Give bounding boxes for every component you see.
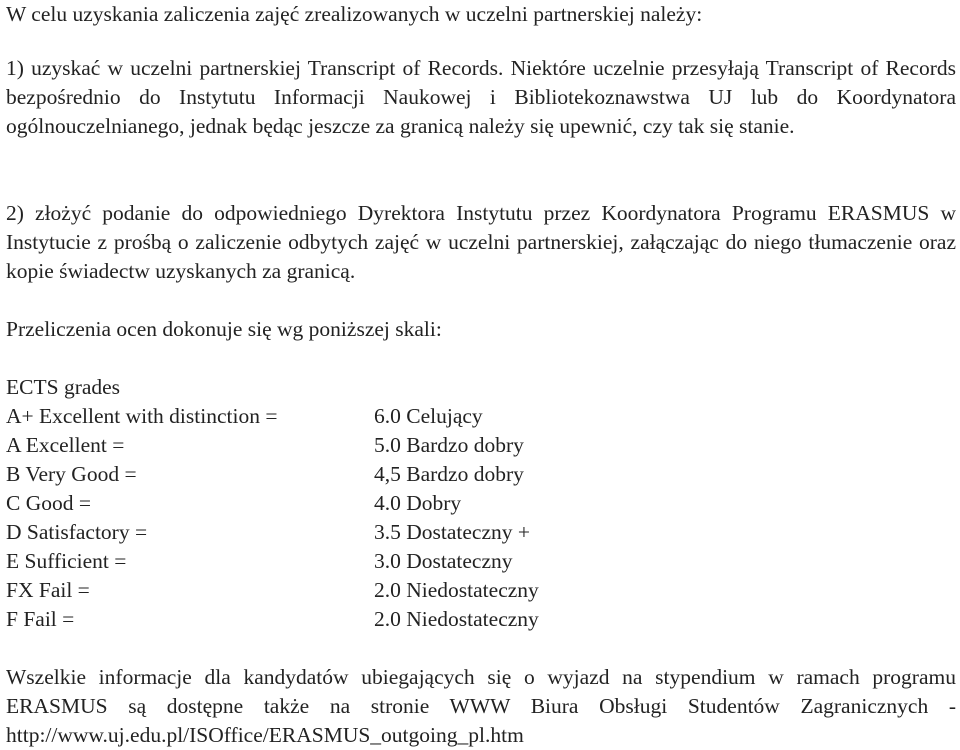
grade-row bbox=[6, 431, 706, 460]
ects-grade: A+ Excellent with distinction = bbox=[6, 404, 278, 428]
ects-grade: E Sufficient = bbox=[6, 549, 127, 573]
grade-conversion-table bbox=[6, 373, 706, 634]
grade-row bbox=[6, 576, 706, 605]
local-grade: 4,5 Bardzo dobry bbox=[374, 462, 524, 486]
ects-grade: A Excellent = bbox=[6, 433, 125, 457]
grade-row bbox=[6, 518, 706, 547]
local-grade: 2.0 Niedostateczny bbox=[374, 607, 539, 631]
local-grade: 6.0 Celujący bbox=[374, 404, 483, 428]
local-grade: 3.0 Dostateczny bbox=[374, 549, 513, 573]
grade-row bbox=[6, 605, 706, 634]
local-grade: 2.0 Niedostateczny bbox=[374, 578, 539, 602]
grade-table-header: ECTS grades bbox=[6, 375, 121, 399]
grade-row bbox=[6, 402, 706, 431]
ects-grade: FX Fail = bbox=[6, 578, 90, 602]
grade-row bbox=[6, 489, 706, 518]
grade-scale-intro: Przeliczenia ocen dokonuje się wg poniższej skali: bbox=[6, 317, 442, 341]
footer-paragraph: Wszelkie informacje dla kandydatów ubiegających się o wyjazd na stypendium w ramach programu ERASMUS są dostępne także na stronie WWW Biura Obsługi Studentów Zagranicznych - http://www.uj.edu.pl/ISOffice/ERASMUS_outgoing_pl.htm bbox=[6, 665, 956, 747]
step-2-paragraph: 2) złożyć podanie do odpowiedniego Dyrektora Instytutu przez Koordynatora Programu ERASMUS w Instytucie z prośbą o zaliczenie odbytych zajęć w uczelni partnerskiej, załączając do niego tłumaczenie oraz kopie świadectw uzyskanych za granicą. bbox=[6, 201, 956, 283]
step-1-paragraph: 1) uzyskać w uczelni partnerskiej Transcript of Records. Niektóre uczelnie przesyłają Transcript of Records bezpośrednio do Instytutu Informacji Naukowej i Bibliotekoznawstwa UJ lub do Koordynatora ogólnouczelnianego, jednak będąc jeszcze za granicą należy się upewnić, czy tak się stanie. bbox=[6, 56, 956, 138]
local-grade: 5.0 Bardzo dobry bbox=[374, 433, 524, 457]
intro-paragraph: W celu uzyskania zaliczenia zajęć zrealizowanych w uczelni partnerskiej należy: bbox=[6, 2, 703, 26]
grade-row bbox=[6, 460, 706, 489]
ects-grade: B Very Good = bbox=[6, 462, 137, 486]
local-grade: 4.0 Dobry bbox=[374, 491, 462, 515]
ects-grade: F Fail = bbox=[6, 607, 75, 631]
ects-grade: D Satisfactory = bbox=[6, 520, 148, 544]
ects-grade: C Good = bbox=[6, 491, 91, 515]
grade-row bbox=[6, 547, 706, 576]
local-grade: 3.5 Dostateczny + bbox=[374, 520, 531, 544]
